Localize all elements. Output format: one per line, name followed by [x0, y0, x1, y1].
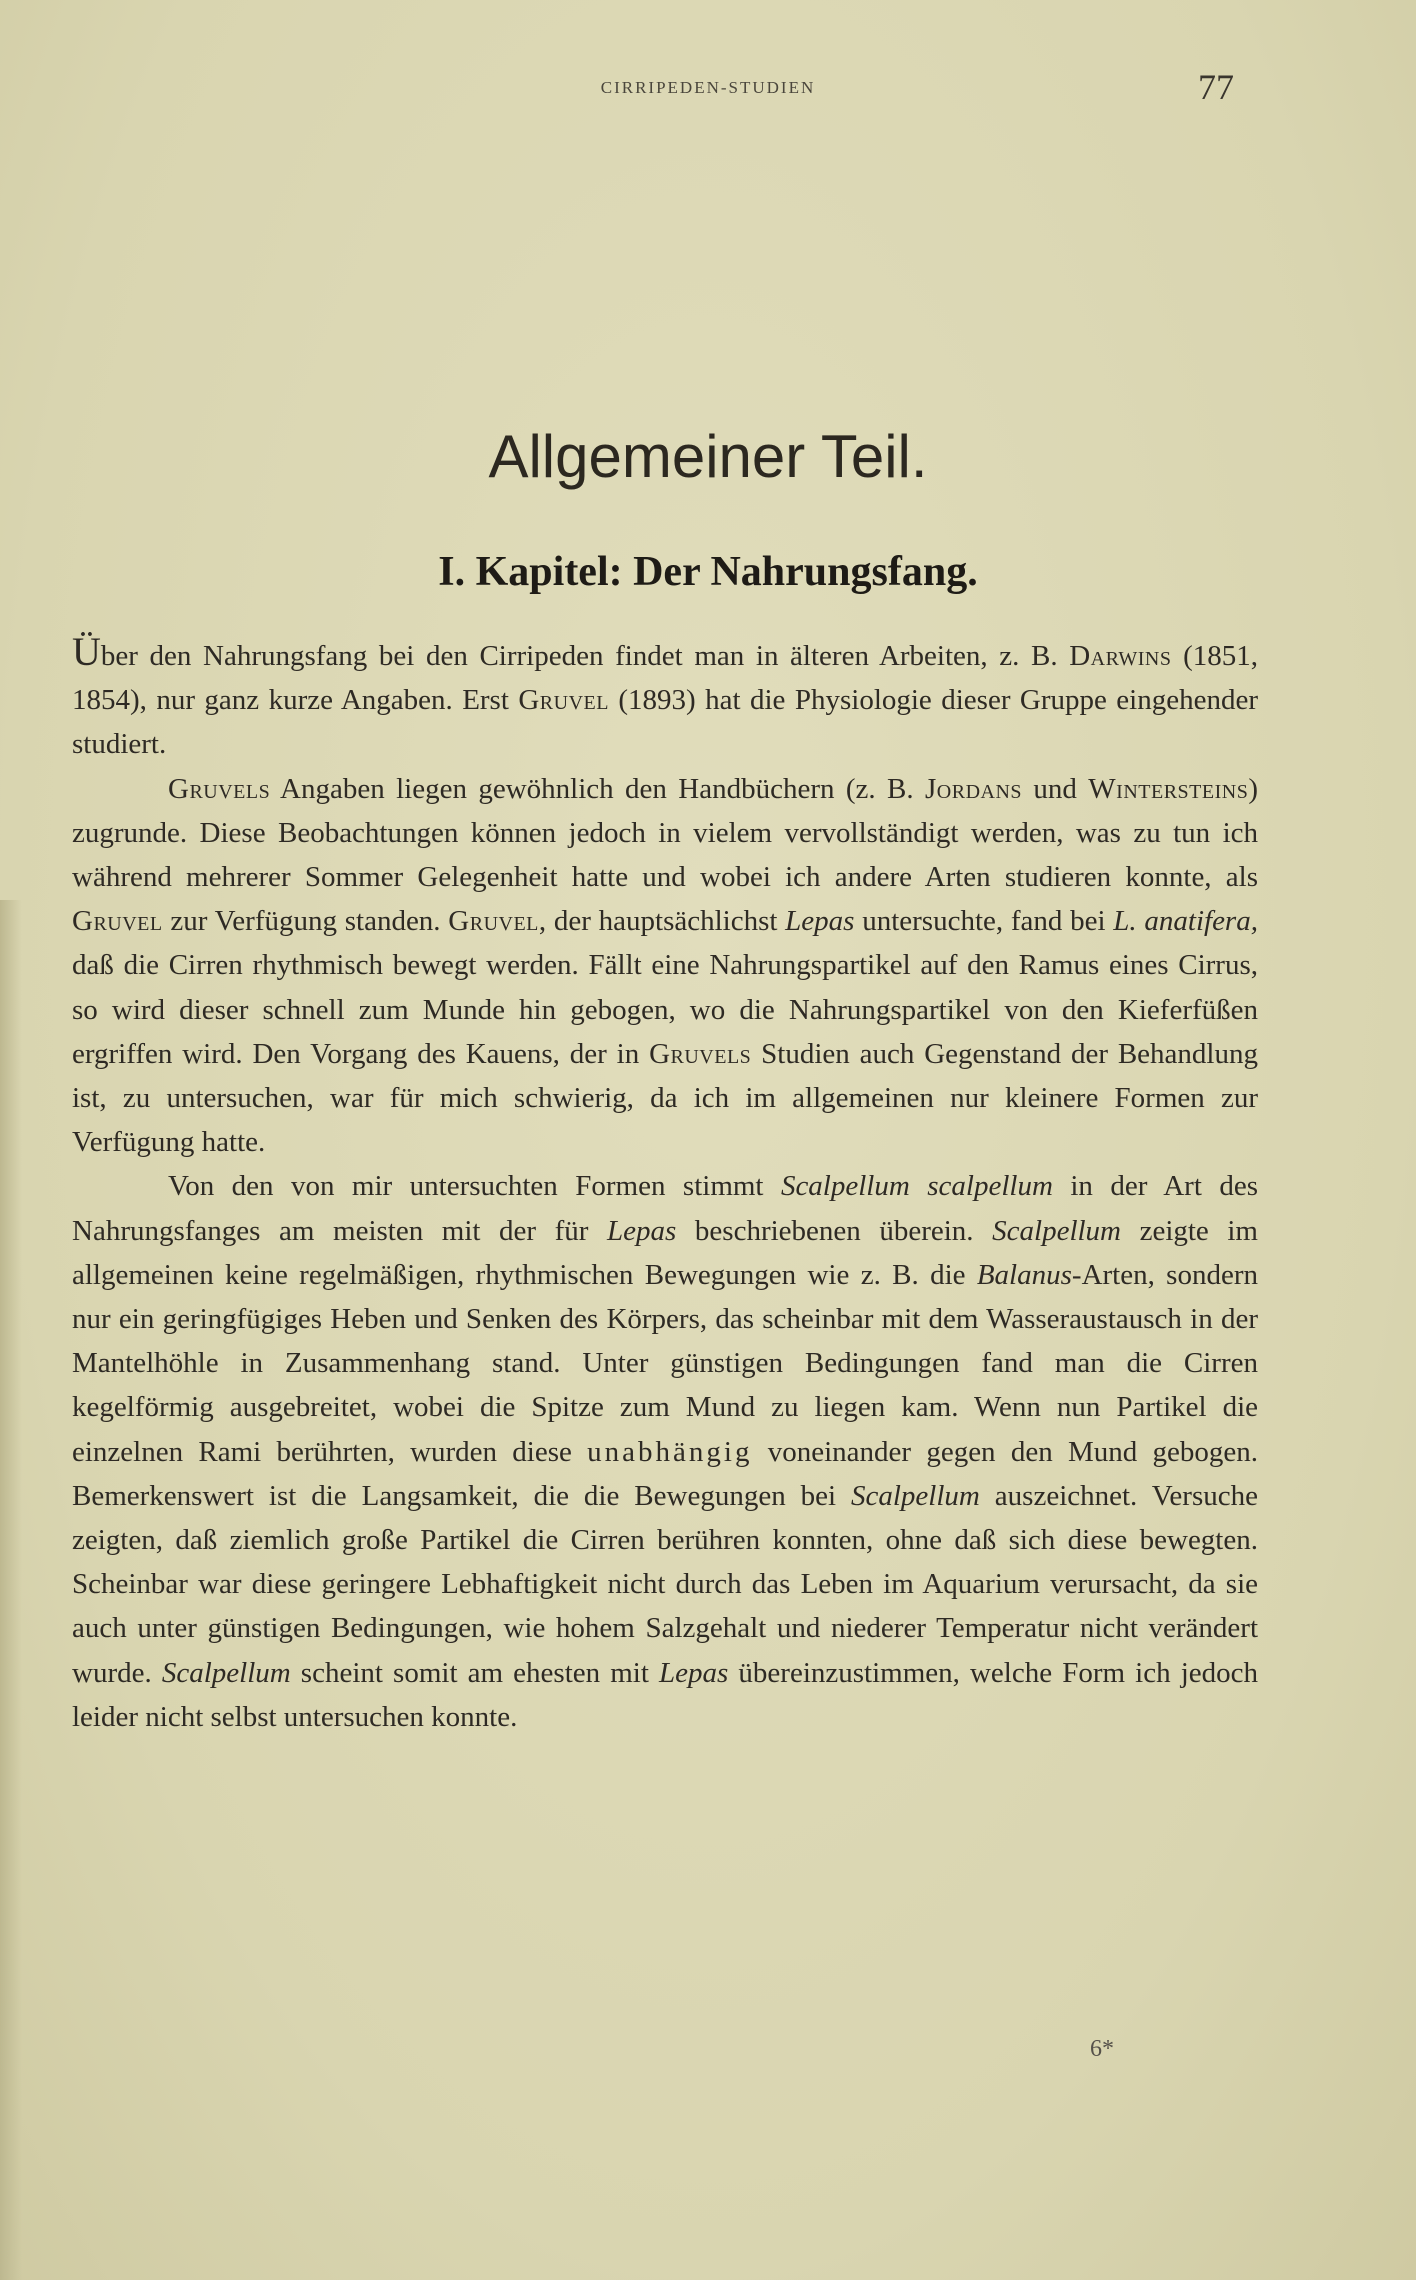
signature-mark: 6*	[1090, 2036, 1114, 2062]
text-run: untersuchte, fand bei	[854, 905, 1114, 938]
initial-letter: Ü	[72, 629, 101, 674]
species-name: Lepas	[659, 1656, 729, 1689]
text-run: -Arten, sondern nur ein geringfügiges Heben und Senken des Körpers, das scheinbar mit dem Wasseraustausch in der Mantelhöhle in Zusammenhang stand. Unter günstigen Bedingungen fand man die Cirren kegelförmig ausgebreitet, wobei die Spitze zum Mund zu liegen kam. Wenn nun Partikel die einzelnen Rami berührten, wurden diese	[72, 1258, 1258, 1468]
species-name: Scalpellum	[992, 1214, 1121, 1247]
page-edge-shadow	[0, 900, 22, 2280]
text-run: Angaben liegen gewöhnlich den Handbüchern (z. B.	[270, 772, 925, 805]
author-name: Darwins	[1069, 640, 1172, 672]
species-name: Scalpellum scalpellum	[780, 1170, 1053, 1203]
text-run: zeigte im allgemeinen keine regelmäßigen, rhythmischen Bewegungen wie z. B. die	[72, 1214, 1258, 1291]
text-run: Studien auch Gegenstand der Behandlung ist, zu untersuchen, war für mich schwierig, da ich im allgemeinen nur kleinere Formen zur Verfügung hatte.	[72, 1037, 1258, 1159]
author-name: Gruvel	[448, 905, 539, 938]
running-head: CIRRIPEDEN-STUDIEN	[600, 78, 816, 97]
text-run: übereinzustimmen, welche Form ich jedoch leider nicht selbst untersuchen konnte.	[72, 1656, 1258, 1733]
text-run: scheint somit am ehesten mit	[290, 1656, 660, 1689]
species-name: Scalpellum	[161, 1656, 291, 1689]
text-run: beschriebenen überein.	[676, 1214, 993, 1247]
species-name: Lepas	[607, 1214, 677, 1247]
body-text	[72, 629, 1259, 1739]
text-run: in der Art des Nahrungsfanges am meisten mit der für	[72, 1170, 1258, 1247]
page-number: 77	[1198, 67, 1234, 107]
species-name: Lepas	[785, 905, 855, 938]
text-run: daß die Cirren rhythmisch bewegt werden. Fällt eine Nahrungspartikel auf den Ramus eines Cirrus, so wird dieser schnell zum Munde hin gebogen, wo die Nahrungspartikel von den Kieferfüßen ergriffen wird. Den Vorgang des Kauens, der in	[72, 949, 1258, 1070]
text-run: und	[1022, 772, 1089, 805]
text-run: ) zugrunde. Diese Beobachtungen können jedoch in vielem vervollständigt werden, was zu tun ich während mehrerer Sommer Gelegenheit hatte und wobei ich andere Arten studieren konnte, als	[72, 772, 1259, 894]
text-run: auszeichnet. Versuche zeigten, daß ziemlich große Partikel die Cirren berühren konnten, ohne daß sich diese bewegten. Scheinbar war diese geringere Lebhaftigkeit nicht durch das Leben im Aquarium verursacht, da sie auch unter günstigen Bedingungen, wie hohem Salzgehalt und niederer Temperatur nicht verändert wurde.	[72, 1479, 1258, 1689]
author-name: Wintersteins	[1088, 772, 1249, 805]
paragraph-3	[72, 1164, 1258, 1739]
text-run: zur Verfügung standen.	[162, 905, 449, 938]
part-title: Allgemeiner Teil.	[488, 423, 928, 490]
author-name: Gruvel	[72, 905, 163, 938]
author-name: Gruvels	[649, 1037, 752, 1070]
paragraph-2	[72, 767, 1258, 1165]
species-name: Scalpellum	[851, 1479, 980, 1512]
text-run: , der hauptsächlichst	[538, 905, 786, 938]
text-run: (1893) hat die Physiologie dieser Gruppe eingehender studiert.	[72, 684, 1259, 761]
author-name: Jordans	[925, 772, 1023, 805]
author-name: Gruvels	[168, 772, 271, 805]
species-name: L. anatifera,	[1113, 905, 1258, 938]
text-run: ber den Nahrungsfang bei den Cirripeden findet man in älteren Arbeiten, z. B.	[100, 640, 1070, 672]
species-name: Balanus	[976, 1258, 1072, 1291]
paragraph-1	[72, 629, 1259, 767]
spaced-emphasis: unabhängig	[587, 1435, 753, 1468]
author-name: Gruvel	[518, 684, 609, 717]
chapter-title: I. Kapitel: Der Nahrungsfang.	[438, 549, 978, 595]
text-run: Von den von mir untersuchten Formen stimmt	[168, 1170, 781, 1203]
text-run: (1851, 1854), nur ganz kurze Angaben. Erst	[72, 640, 1258, 717]
text-run: voneinander gegen den Mund gebogen. Bemerkenswert ist die Langsamkeit, die die Bewegungen bei	[72, 1435, 1258, 1512]
